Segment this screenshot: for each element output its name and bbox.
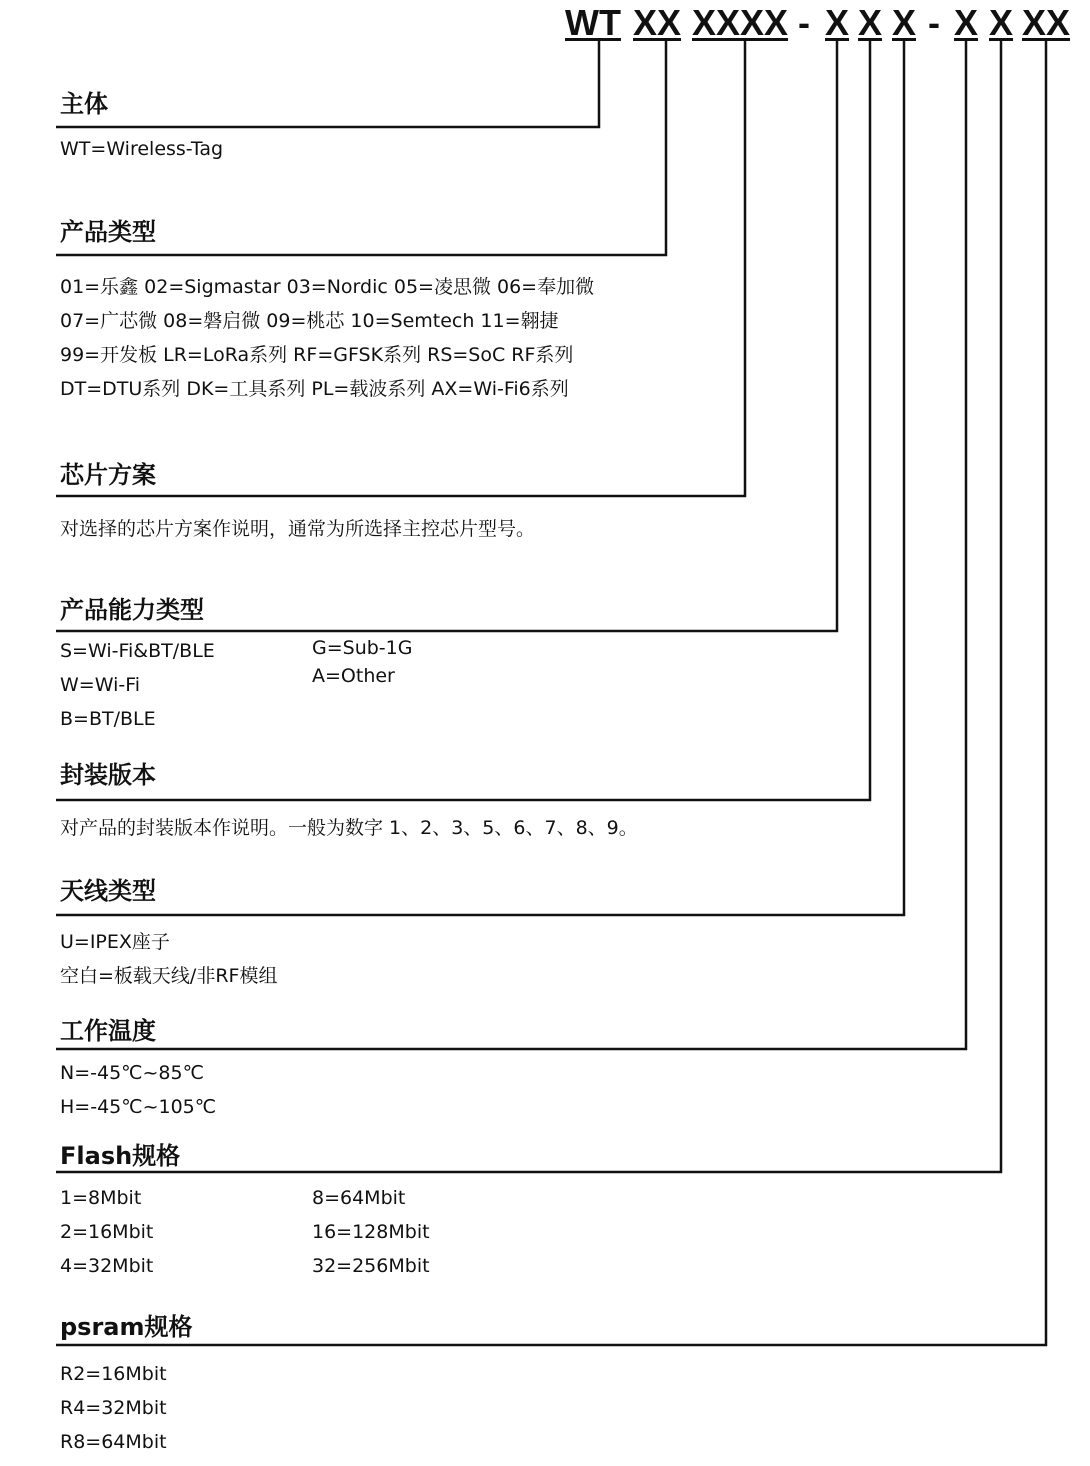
flash-item: 8=64Mbit [312,1187,406,1209]
capability-column-1 [60,634,215,736]
code-segment-psram: XX [1022,2,1071,43]
code-segment-antenna: X [892,2,917,43]
section-title-entity: 主体 [60,90,108,118]
psram-item: R4=32Mbit [60,1397,167,1419]
psram-item: R2=16Mbit [60,1363,167,1385]
code-segment-product-type: XX [633,2,682,43]
flash-item: 32=256Mbit [312,1255,430,1277]
code-segment-entity: WT [565,2,621,43]
section-body-product-type [60,270,594,406]
flash-item: 1=8Mbit [60,1187,142,1209]
flash-item: 16=128Mbit [312,1221,430,1243]
flash-column-1 [60,1181,153,1283]
capability-item: G=Sub-1G [312,637,413,659]
connector-antenna [56,40,904,915]
capability-item: S=Wi-Fi&BT/BLE [60,640,215,662]
section-title-capability: 产品能力类型 [60,596,204,624]
section-body-package [60,811,638,845]
capability-item: W=Wi-Fi [60,674,141,696]
entity-line: WT=Wireless-Tag [60,138,224,160]
section-title-flash: Flash规格 [60,1142,181,1170]
section-title-product-type: 产品类型 [60,218,156,246]
flash-item: 4=32Mbit [60,1255,154,1277]
code-dash: - [798,2,810,43]
product-type-line: 07=广芯微 08=磐启微 09=桃芯 10=Semtech 11=翱捷 [60,310,559,332]
product-type-line: DT=DTU系列 DK=工具系列 PL=载波系列 AX=Wi-Fi6系列 [60,378,569,400]
section-body-antenna [60,925,277,993]
code-segment-chip: XXXX [692,2,789,43]
capability-item: A=Other [312,665,395,687]
section-body-psram [60,1357,167,1459]
section-title-psram: psram规格 [60,1313,193,1341]
flash-column-2 [312,1181,430,1283]
capability-item: B=BT/BLE [60,708,156,730]
psram-item: R8=64Mbit [60,1431,167,1453]
code-dash: - [928,2,940,43]
product-type-line: 01=乐鑫 02=Sigmastar 03=Nordic 05=凌思微 06=奉加微 [60,276,595,298]
antenna-line: U=IPEX座子 [60,931,170,953]
connector-chip [56,40,745,496]
section-body-entity [60,132,223,166]
section-title-chip: 芯片方案 [60,461,156,489]
chip-line: 对选择的芯片方案作说明，通常为所选择主控芯片型号。 [60,518,536,540]
section-body-temperature [60,1056,216,1124]
temperature-line: N=-45℃~85℃ [60,1062,204,1084]
section-title-package: 封装版本 [60,761,156,789]
connector-entity [56,40,599,127]
code-segment-flash: X [989,2,1014,43]
section-body-chip [60,512,535,546]
antenna-line: 空白=板载天线/非RF模组 [60,965,278,987]
section-title-antenna: 天线类型 [60,877,156,905]
capability-column-2 [312,634,412,690]
code-segment-temperature: X [954,2,979,43]
code-segment-package: X [858,2,883,43]
product-type-line: 99=开发板 LR=LoRa系列 RF=GFSK系列 RS=SoC RF系列 [60,344,574,366]
section-title-temperature: 工作温度 [60,1017,156,1045]
flash-item: 2=16Mbit [60,1221,154,1243]
package-line: 对产品的封装版本作说明。一般为数字 1、2、3、5、6、7、8、9。 [60,817,638,839]
code-segment-capability: X [825,2,850,43]
temperature-line: H=-45℃~105℃ [60,1096,217,1118]
